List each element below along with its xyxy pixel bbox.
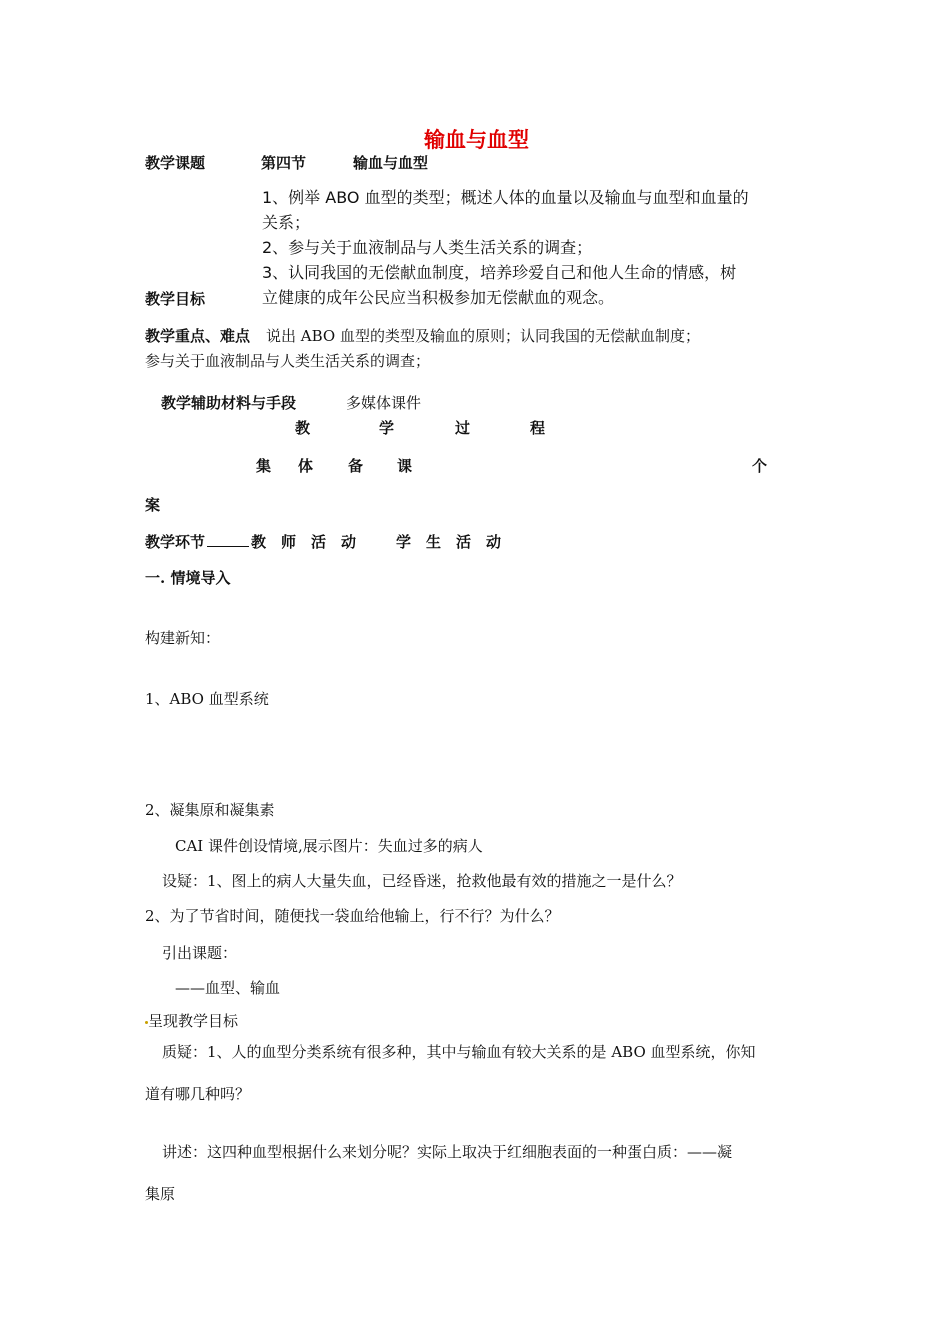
- section-label: 第四节: [261, 154, 307, 172]
- topic-line: ——血型、输血: [175, 979, 281, 997]
- teacher-header: 教 师 活 动: [251, 533, 357, 551]
- item-abo: 1、ABO 血型系统: [145, 690, 269, 708]
- lead-topic: 引出课题：: [162, 944, 238, 962]
- case-char: 案: [145, 496, 161, 514]
- underline-divider: [207, 532, 249, 547]
- segment-header: 教学环节: [145, 533, 206, 551]
- narrate-b: 集原: [145, 1185, 176, 1203]
- heading-char: 教: [295, 419, 311, 437]
- heading-char: 体: [298, 457, 314, 475]
- section-intro: 一. 情境导入: [145, 569, 231, 587]
- individual-char: 个: [752, 457, 768, 475]
- heading-char: 集: [256, 457, 272, 475]
- key-points-text: 说出 ABO 血型的类型及输血的原则；认同我国的无偿献血制度；: [266, 327, 700, 345]
- heading-char: 程: [530, 419, 546, 437]
- question-2: 2、为了节省时间，随便找一袋血给他输上，行不行？为什么？: [145, 907, 560, 925]
- key-points-line2: 参与关于血液制品与人类生活关系的调查；: [145, 352, 431, 370]
- page-title: 输血与血型: [424, 128, 529, 152]
- present-objectives: 呈现教学目标: [148, 1012, 239, 1030]
- heading-char: 备: [348, 457, 364, 475]
- question-types-b: 道有哪几种吗？: [145, 1085, 251, 1103]
- build-knowledge: 构建新知：: [145, 629, 221, 647]
- column-headers: [145, 531, 501, 552]
- objective-line: 关系；: [262, 213, 311, 232]
- topic-label: 教学课题: [145, 154, 206, 172]
- student-header: 学 生 活 动: [396, 533, 502, 551]
- item-agglutinogen: 2、凝集原和凝集素: [145, 801, 275, 819]
- cai-line: CAI 课件创设情境,展示图片：失血过多的病人: [175, 837, 483, 855]
- objective-line: 3、认同我国的无偿献血制度，培养珍爱自己和他人生命的情感，树: [262, 263, 737, 282]
- objective-line: 2、参与关于血液制品与人类生活关系的调查；: [262, 238, 593, 257]
- question-types-a: 质疑：1、人的血型分类系统有很多种，其中与输血有较大关系的是 ABO 血型系统，你知: [162, 1043, 756, 1061]
- heading-char: 过: [455, 419, 471, 437]
- aids-label: 教学辅助材料与手段: [161, 394, 297, 412]
- question-1: 设疑：1、图上的病人大量失血，已经昏迷，抢救他最有效的措施之一是什么？: [162, 872, 682, 890]
- objective-line: 立健康的成年公民应当积极参加无偿献血的观念。: [262, 288, 615, 307]
- objectives-label: 教学目标: [145, 290, 206, 308]
- heading-char: 学: [379, 419, 395, 437]
- objective-line: 1、例举 ABO 血型的类型；概述人体的血量以及输血与血型和血量的: [262, 188, 749, 207]
- key-points-label: 教学重点、难点: [145, 327, 251, 345]
- topic-value: 输血与血型: [353, 154, 429, 172]
- narrate-a: 讲述：这四种血型根据什么来划分呢？实际上取决于红细胞表面的一种蛋白质：——凝: [162, 1143, 733, 1161]
- aids-value: 多媒体课件: [346, 394, 422, 412]
- heading-char: 课: [397, 457, 413, 475]
- key-points-line1: [145, 325, 700, 346]
